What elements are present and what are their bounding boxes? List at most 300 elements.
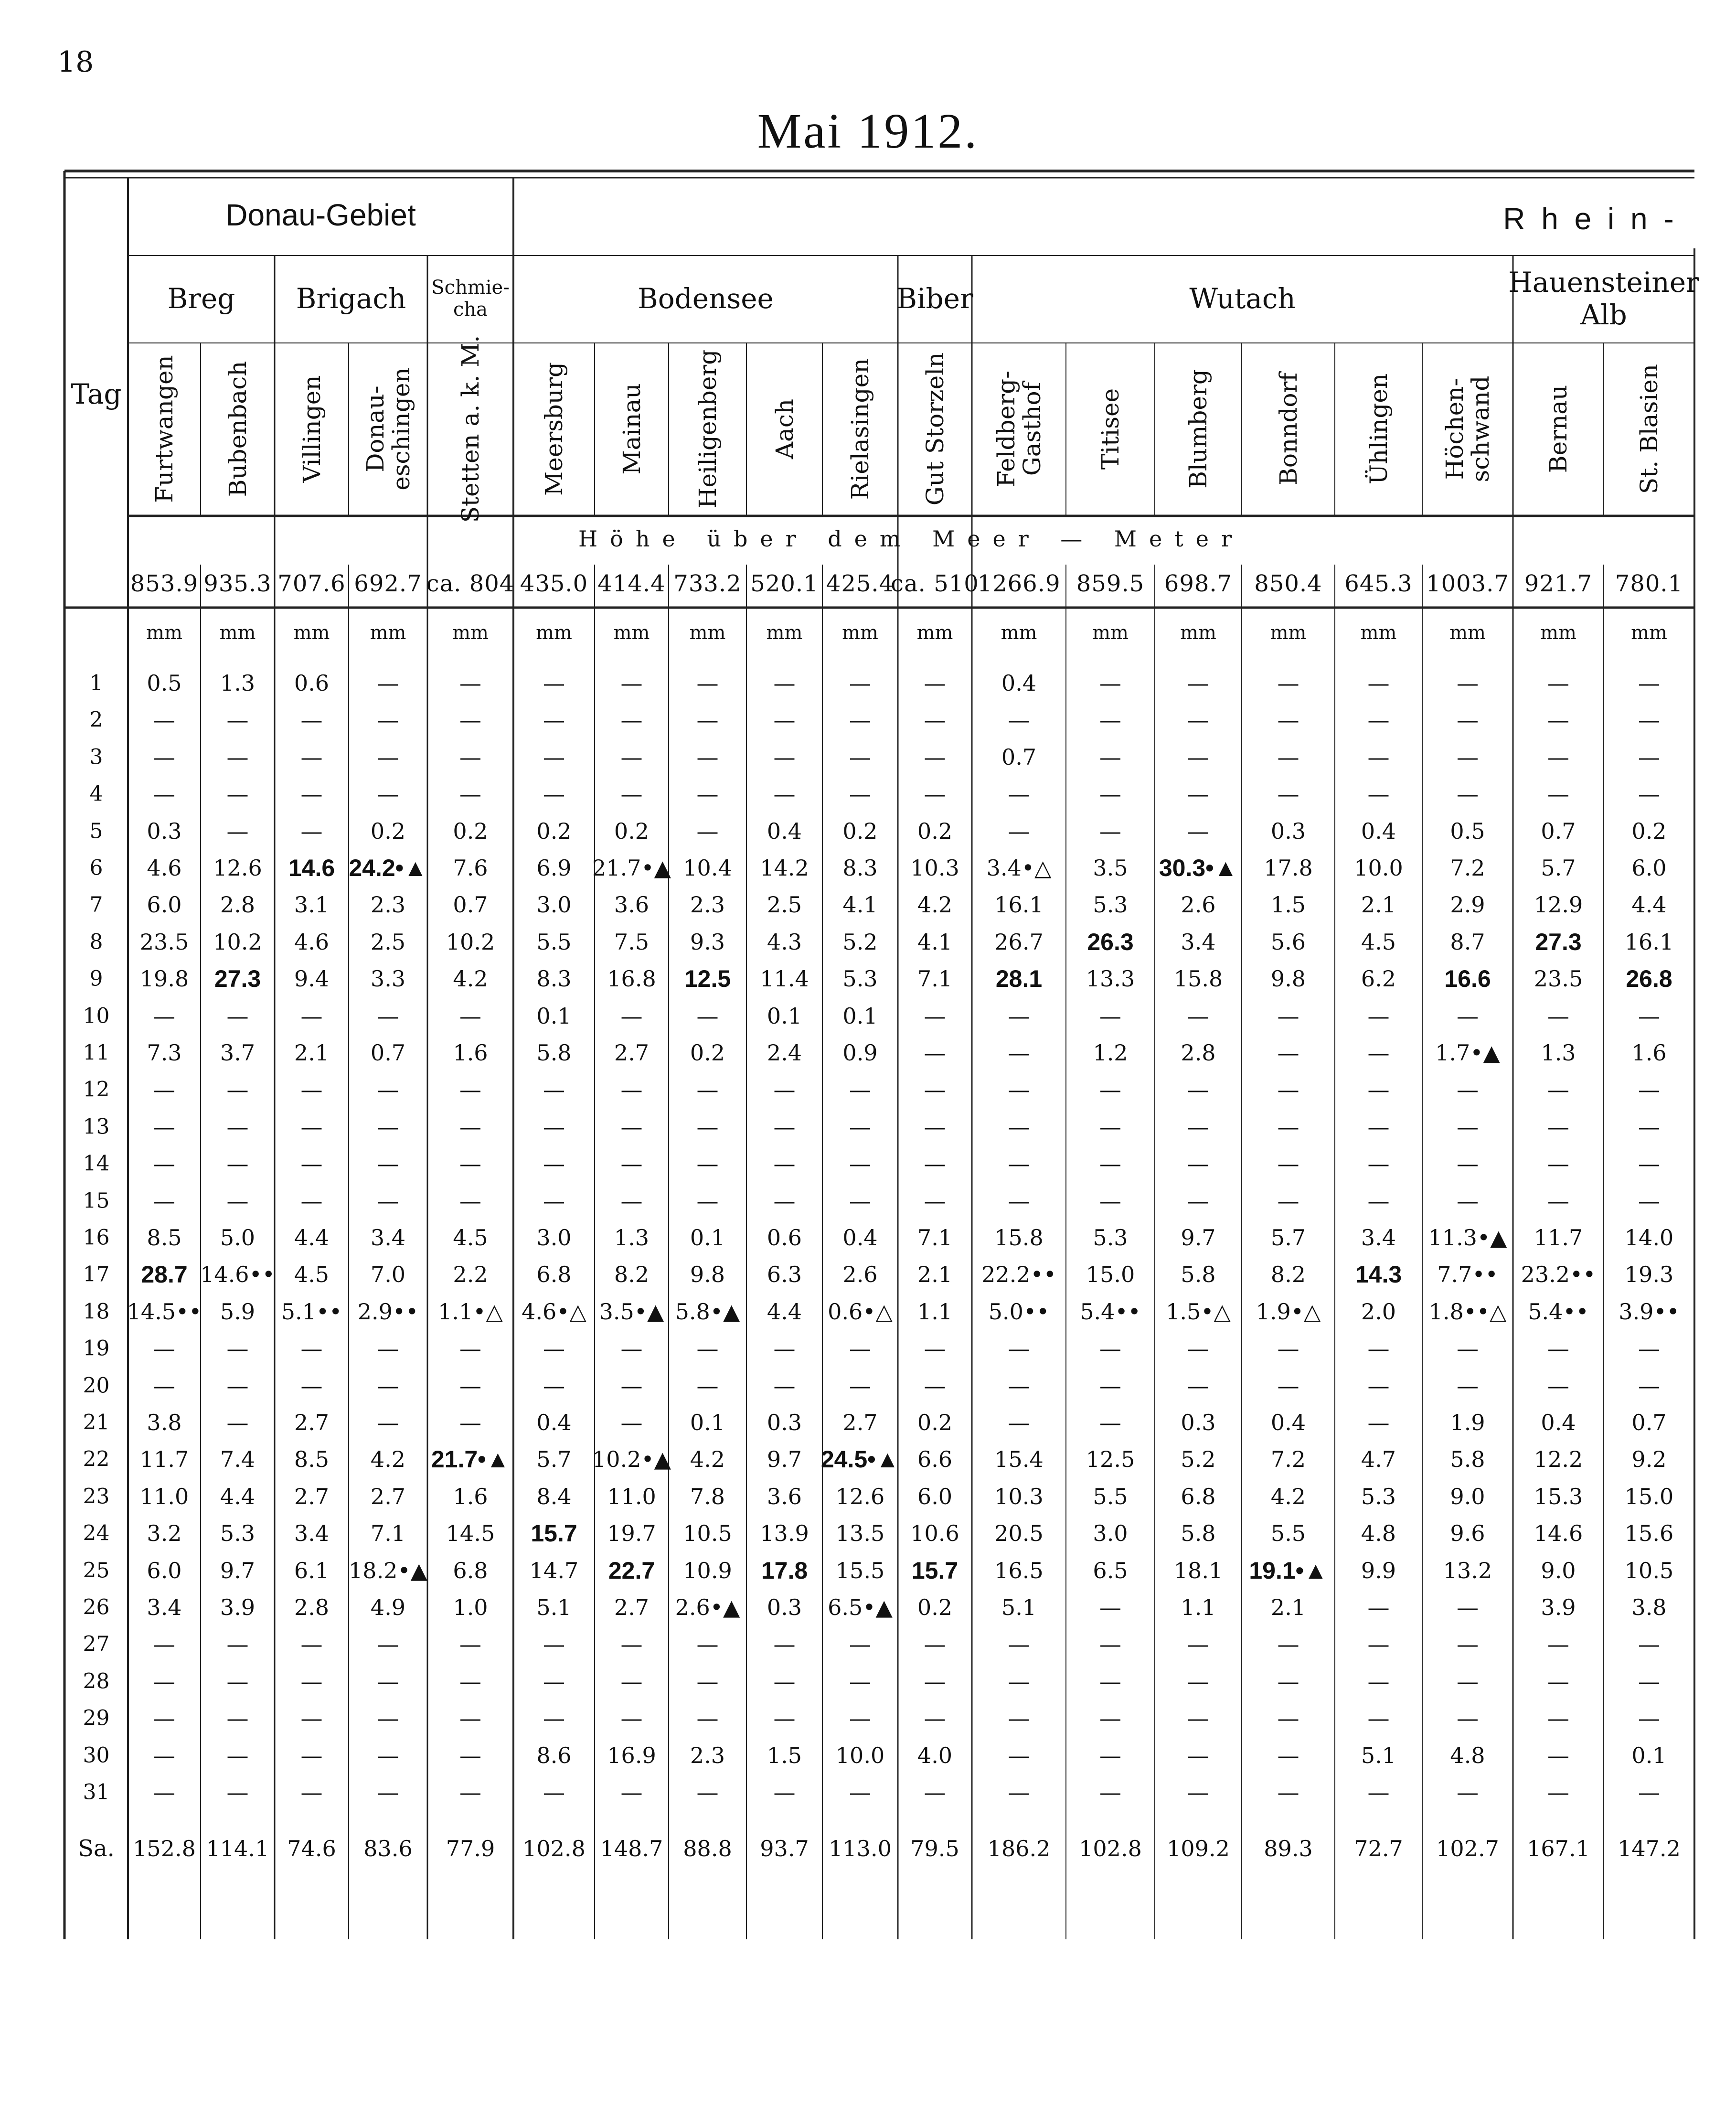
precip-value: 26.3 — [1087, 928, 1134, 955]
precip-value: — — [1187, 1668, 1209, 1694]
precip-value: 28.7 — [141, 1261, 188, 1288]
precip-value: — — [300, 1003, 323, 1029]
precip-value: 8.6 — [536, 1742, 572, 1768]
precip-value: 21.7•▲ — [592, 855, 671, 881]
precip-value: 10.3 — [910, 855, 959, 881]
precip-value: 4.2 — [453, 966, 488, 992]
precip-value: 8.5 — [294, 1446, 330, 1473]
precip-value: — — [153, 1187, 175, 1214]
precip-value: — — [459, 781, 481, 807]
precip-value: 2.8 — [294, 1594, 330, 1620]
precip-value: 14.3 — [1355, 1261, 1402, 1288]
precip-value: 8.3 — [536, 966, 572, 992]
precip-value: — — [153, 1631, 175, 1657]
precip-value: — — [300, 781, 323, 807]
precip-value: — — [1099, 1336, 1121, 1362]
precip-value: 3.0 — [536, 1225, 572, 1251]
precip-value: — — [1277, 1113, 1299, 1140]
station-name: Höchen- schwand — [1441, 375, 1494, 482]
precip-value: 9.9 — [1361, 1557, 1396, 1583]
precip-value: — — [1187, 1113, 1209, 1140]
day-number: 4 — [89, 781, 103, 806]
precip-value: 0.4 — [536, 1410, 572, 1435]
precip-value: 6.9 — [536, 855, 572, 881]
altitude-label: Höhe über dem Meer — Meter — [578, 526, 1244, 552]
precip-value: 3.4•△ — [986, 855, 1052, 881]
precip-value: — — [1367, 1040, 1390, 1066]
precip-value: — — [773, 781, 796, 807]
precip-value: — — [1099, 1372, 1121, 1399]
unit-label: mm — [1092, 622, 1129, 644]
precip-value: 1.3 — [220, 670, 256, 696]
precip-value: — — [1367, 1410, 1390, 1435]
precip-value: — — [1277, 744, 1299, 770]
precip-value: — — [696, 1187, 719, 1214]
precip-value: 2.2 — [453, 1262, 488, 1288]
precip-value: 5.0•• — [988, 1298, 1050, 1325]
precip-value: 4.7 — [1361, 1446, 1396, 1473]
unit-label: mm — [1001, 622, 1037, 644]
precip-value: 6.1 — [294, 1557, 330, 1583]
precip-value: — — [543, 781, 565, 807]
precip-value: 3.4 — [1181, 929, 1216, 955]
day-number: 28 — [83, 1669, 110, 1694]
precip-value: 0.1 — [1631, 1742, 1667, 1768]
precip-value: — — [459, 1779, 481, 1805]
precip-value: 5.3 — [220, 1520, 256, 1547]
precip-value: 4.9 — [370, 1594, 406, 1620]
precip-value: — — [1367, 1594, 1390, 1620]
precip-value: — — [1277, 1742, 1299, 1768]
station-name: Titisee — [1097, 388, 1124, 470]
monthly-sum: 83.6 — [363, 1836, 413, 1861]
precip-value: 15.6 — [1624, 1520, 1674, 1547]
precip-value: — — [377, 1151, 399, 1177]
precip-value: — — [300, 1151, 323, 1177]
precip-value: — — [1099, 1003, 1121, 1029]
precip-value: 1.5•△ — [1166, 1298, 1231, 1325]
precip-value: — — [377, 1187, 399, 1214]
precip-value: — — [696, 744, 719, 770]
precip-value: 4.6 — [147, 855, 182, 881]
precip-value: — — [377, 1779, 399, 1805]
precip-value: — — [459, 1372, 481, 1399]
precip-value: 23.2•• — [1521, 1262, 1596, 1288]
unit-label: mm — [146, 622, 182, 644]
precip-value: — — [300, 1742, 323, 1768]
precip-value: 5.7 — [1541, 855, 1576, 881]
precip-value: 5.8 — [536, 1040, 572, 1066]
precip-value: 1.6 — [453, 1483, 488, 1509]
precip-value: — — [924, 1003, 946, 1029]
unit-label: mm — [370, 622, 406, 644]
precip-value: 0.6 — [294, 670, 330, 696]
precip-value: — — [696, 1705, 719, 1732]
precip-value: — — [1099, 1668, 1121, 1694]
station-altitude: 520.1 — [750, 570, 819, 597]
precip-value: — — [1277, 1372, 1299, 1399]
station-altitude: 692.7 — [354, 570, 422, 597]
precip-value: — — [1547, 1003, 1569, 1029]
station-name: Stetten a. k. M. — [457, 335, 484, 523]
precip-value: — — [696, 1077, 719, 1103]
precip-value: — — [1457, 1779, 1479, 1805]
precip-value: — — [226, 1668, 249, 1694]
precip-value: — — [696, 1372, 719, 1399]
monthly-sum: 88.8 — [683, 1836, 732, 1861]
precip-value: 2.8 — [220, 892, 256, 918]
unit-label: mm — [1360, 622, 1397, 644]
precip-value: — — [377, 781, 399, 807]
day-number: 6 — [89, 855, 103, 880]
precip-value: — — [1008, 1779, 1030, 1805]
precip-value: — — [1277, 707, 1299, 733]
group-header: Biber — [896, 282, 973, 315]
precip-value: 10.2 — [213, 929, 262, 955]
precip-value: 14.5•• — [127, 1298, 202, 1325]
precip-value: — — [1099, 781, 1121, 807]
precip-value: 0.2 — [917, 1410, 953, 1435]
precip-value: 0.5 — [1450, 818, 1485, 844]
precip-value: — — [1277, 1187, 1299, 1214]
monthly-sum: 79.5 — [910, 1836, 959, 1861]
precip-value: 11.3•▲ — [1428, 1225, 1507, 1251]
precip-value: 5.5 — [536, 929, 572, 955]
precip-value: — — [849, 1113, 871, 1140]
station-altitude: 645.3 — [1344, 570, 1413, 597]
precip-value: — — [924, 707, 946, 733]
precip-value: — — [1457, 1336, 1479, 1362]
precip-value: — — [620, 1003, 643, 1029]
precip-value: 1.3 — [614, 1225, 650, 1251]
precip-value: 6.5•▲ — [828, 1594, 893, 1620]
precip-value: — — [543, 1187, 565, 1214]
precip-value: — — [1547, 1705, 1569, 1732]
precip-value: 4.2 — [370, 1446, 406, 1473]
precip-value: — — [377, 744, 399, 770]
precip-value: 13.3 — [1086, 966, 1135, 992]
day-number: 23 — [83, 1484, 110, 1509]
precip-value: 14.6 — [1534, 1520, 1583, 1547]
precip-value: 3.6 — [767, 1483, 802, 1509]
precip-value: 2.7 — [294, 1483, 330, 1509]
precip-value: — — [620, 1631, 643, 1657]
precip-value: 0.3 — [1270, 818, 1306, 844]
precip-value: — — [1638, 1003, 1660, 1029]
precip-value: — — [543, 1372, 565, 1399]
precip-value: — — [1099, 1742, 1121, 1768]
precip-value: — — [1277, 1077, 1299, 1103]
day-number: 19 — [83, 1336, 110, 1361]
precip-value: 4.6 — [294, 929, 330, 955]
precip-value: 15.8 — [994, 1225, 1044, 1251]
precip-value: 4.2 — [1270, 1483, 1306, 1509]
precip-value: 11.7 — [1534, 1225, 1583, 1251]
precip-value: — — [459, 1187, 481, 1214]
precip-value: — — [1187, 818, 1209, 844]
day-number: 29 — [83, 1706, 110, 1731]
precip-value: 20.5 — [994, 1520, 1044, 1547]
precip-value: 0.4 — [767, 818, 802, 844]
precip-value: — — [459, 670, 481, 696]
precip-value: 7.4 — [220, 1446, 256, 1473]
unit-label: mm — [293, 622, 330, 644]
precip-value: — — [226, 1077, 249, 1103]
precip-value: — — [459, 1705, 481, 1732]
precip-value: — — [1008, 818, 1030, 844]
precip-value: 2.5 — [370, 929, 406, 955]
precip-value: — — [849, 1077, 871, 1103]
day-number: 8 — [89, 930, 103, 954]
precip-value: — — [543, 1113, 565, 1140]
precip-value: — — [773, 1372, 796, 1399]
station-altitude: 733.2 — [673, 570, 742, 597]
day-number: 27 — [83, 1632, 110, 1657]
precip-value: 0.7 — [453, 892, 488, 918]
precip-value: — — [1099, 1113, 1121, 1140]
precip-value: — — [1099, 1779, 1121, 1805]
precip-value: — — [924, 1372, 946, 1399]
precip-value: — — [1367, 1705, 1390, 1732]
precip-value: — — [620, 781, 643, 807]
precip-value: 1.5 — [1270, 892, 1306, 918]
precip-value: — — [1367, 1336, 1390, 1362]
precip-value: 5.3 — [1093, 1225, 1128, 1251]
precip-value: 0.3 — [767, 1594, 802, 1620]
precip-value: 9.6 — [1450, 1520, 1485, 1547]
precip-value: 1.9•△ — [1256, 1298, 1321, 1325]
precip-value: — — [1457, 1113, 1479, 1140]
precip-value: 5.1 — [1001, 1594, 1037, 1620]
precip-value: 5.1 — [1361, 1742, 1396, 1768]
precip-value: — — [1457, 781, 1479, 807]
precip-value: — — [1638, 1779, 1660, 1805]
precip-value: 0.3 — [1181, 1410, 1216, 1435]
precip-value: 9.2 — [1631, 1446, 1667, 1473]
donau-gebiet-header: Donau-Gebiet — [225, 198, 416, 232]
station-name: Mainau — [618, 383, 646, 475]
precip-value: 2.1 — [294, 1040, 330, 1066]
precip-value: — — [696, 781, 719, 807]
precip-value: — — [620, 1113, 643, 1140]
precip-value: 4.4 — [767, 1298, 802, 1325]
precip-value: 0.2 — [690, 1040, 725, 1066]
precip-value: — — [1457, 707, 1479, 733]
precip-value: — — [300, 1336, 323, 1362]
group-header: Brigach — [296, 282, 406, 315]
precip-value: 3.7 — [220, 1040, 256, 1066]
precip-value: — — [543, 1336, 565, 1362]
precip-value: 1.5 — [767, 1742, 802, 1768]
precip-value: 8.7 — [1450, 929, 1485, 955]
precip-value: 0.5 — [147, 670, 182, 696]
precip-value: — — [543, 707, 565, 733]
precip-value: 2.6 — [842, 1262, 878, 1288]
precip-value: — — [924, 1187, 946, 1214]
unit-label: mm — [1449, 622, 1486, 644]
day-number: 10 — [83, 1004, 110, 1028]
precip-value: — — [1008, 1003, 1030, 1029]
precip-value: 4.0 — [917, 1742, 953, 1768]
station-name: Villingen — [298, 375, 326, 483]
precip-value: 14.0 — [1624, 1225, 1674, 1251]
precip-value: 3.3 — [370, 966, 406, 992]
precip-value: — — [543, 1631, 565, 1657]
precip-value: — — [1008, 1077, 1030, 1103]
precip-value: 6.0 — [1631, 855, 1667, 881]
precip-value: 0.1 — [842, 1003, 878, 1029]
precip-value: 3.8 — [147, 1410, 182, 1435]
precip-value: — — [924, 1077, 946, 1103]
precip-value: 14.5 — [446, 1520, 495, 1547]
precip-value: 5.6 — [1270, 929, 1306, 955]
precip-value: 0.7 — [370, 1040, 406, 1066]
precip-value: — — [300, 1631, 323, 1657]
precip-value: 0.3 — [147, 818, 182, 844]
unit-label: mm — [1540, 622, 1576, 644]
precip-value: 0.2 — [917, 818, 953, 844]
precip-value: — — [153, 1113, 175, 1140]
precip-value: 1.8••△ — [1428, 1298, 1507, 1325]
precip-value: — — [153, 1668, 175, 1694]
precip-value: 0.2 — [1631, 818, 1667, 844]
precip-value: — — [1367, 1151, 1390, 1177]
precip-value: — — [226, 1151, 249, 1177]
precip-value: 7.6 — [453, 855, 488, 881]
precip-value: 0.2 — [536, 818, 572, 844]
precip-value: — — [1008, 1668, 1030, 1694]
precip-value: 15.3 — [1534, 1483, 1583, 1509]
precip-value: — — [226, 707, 249, 733]
day-number: 7 — [89, 892, 103, 917]
precip-value: — — [226, 1742, 249, 1768]
precip-value: 4.5 — [453, 1225, 488, 1251]
precip-value: — — [1099, 1077, 1121, 1103]
precip-value: 5.4•• — [1080, 1298, 1141, 1325]
station-name: Gut Storzeln — [921, 352, 949, 506]
precip-value: — — [1008, 1742, 1030, 1768]
precip-value: — — [1099, 744, 1121, 770]
precip-value: 15.0 — [1086, 1262, 1135, 1288]
precip-value: 10.2•▲ — [592, 1446, 671, 1473]
precip-value: 10.9 — [683, 1557, 732, 1583]
precip-value: — — [153, 781, 175, 807]
precip-value: — — [153, 1003, 175, 1029]
precip-value: — — [1008, 1187, 1030, 1214]
precip-value: 0.9 — [842, 1040, 878, 1066]
precip-value: 0.1 — [767, 1003, 802, 1029]
precip-value: 2.6•▲ — [675, 1594, 740, 1620]
precip-value: — — [849, 1631, 871, 1657]
precip-value: — — [620, 1705, 643, 1732]
precip-value: — — [153, 707, 175, 733]
precip-value: 3.5•▲ — [599, 1298, 664, 1325]
precip-value: 3.4 — [370, 1225, 406, 1251]
precip-value: 16.9 — [607, 1742, 656, 1768]
precip-value: — — [924, 670, 946, 696]
precip-value: 4.1 — [842, 892, 878, 918]
unit-label: mm — [536, 622, 572, 644]
precip-value: — — [1277, 1705, 1299, 1732]
precip-value: — — [1099, 670, 1121, 696]
precip-value: — — [459, 1631, 481, 1657]
precip-value: — — [1547, 1077, 1569, 1103]
precip-value: 16.1 — [1624, 929, 1674, 955]
day-number: 30 — [83, 1743, 110, 1768]
precip-value: — — [1187, 670, 1209, 696]
station-name: Blumberg — [1184, 369, 1212, 489]
precip-value: — — [1008, 1151, 1030, 1177]
precip-value: 3.0 — [536, 892, 572, 918]
precip-value: — — [1367, 744, 1390, 770]
precip-value: 12.5 — [1086, 1446, 1135, 1473]
precip-value: 4.3 — [767, 929, 802, 955]
precip-value: — — [226, 1187, 249, 1214]
precip-value: — — [1187, 707, 1209, 733]
precip-value: — — [543, 1668, 565, 1694]
precip-value: 18.1 — [1173, 1557, 1223, 1583]
precip-value: 16.5 — [994, 1557, 1044, 1583]
precip-value: — — [1457, 744, 1479, 770]
precip-value: 27.3 — [1535, 928, 1582, 955]
monthly-sum: 147.2 — [1618, 1836, 1681, 1861]
tag-header: Tag — [71, 378, 122, 410]
day-number: 20 — [83, 1373, 110, 1398]
precip-value: — — [1099, 1187, 1121, 1214]
precip-value: 4.2 — [690, 1446, 725, 1473]
precip-value: — — [226, 1410, 249, 1435]
precip-value: 3.0 — [1093, 1520, 1128, 1547]
precip-value: — — [377, 1668, 399, 1694]
precip-value: — — [924, 781, 946, 807]
precip-value: — — [696, 1113, 719, 1140]
precip-value: 4.8 — [1450, 1742, 1485, 1768]
station-name: Donau- eschingen — [361, 367, 415, 491]
precip-value: 7.2 — [1270, 1446, 1306, 1473]
precip-value: 10.5 — [1624, 1557, 1674, 1583]
precip-value: 5.1 — [536, 1594, 572, 1620]
precip-value: 4.2 — [917, 892, 953, 918]
station-name: St. Blasien — [1635, 364, 1663, 494]
precip-value: 2.7 — [370, 1483, 406, 1509]
precip-value: 2.9 — [1450, 892, 1485, 918]
monthly-sum: 93.7 — [760, 1836, 809, 1861]
precip-value: — — [1638, 1372, 1660, 1399]
precip-value: — — [1547, 1113, 1569, 1140]
precip-value: — — [1547, 1631, 1569, 1657]
precip-value: 16.1 — [994, 892, 1044, 918]
precip-value: — — [300, 1077, 323, 1103]
precip-value: — — [459, 707, 481, 733]
precip-value: 19.7 — [607, 1520, 656, 1547]
unit-label: mm — [766, 622, 803, 644]
precip-value: — — [1099, 707, 1121, 733]
precip-value: 30.3•▲ — [1159, 855, 1238, 881]
station-altitude: ca. 804 — [426, 570, 515, 597]
precip-value: — — [1638, 670, 1660, 696]
precip-value: — — [620, 1668, 643, 1694]
precip-value: — — [1008, 1040, 1030, 1066]
precip-value: 1.0 — [453, 1594, 488, 1620]
precip-value: — — [1638, 1705, 1660, 1732]
day-number: 24 — [83, 1521, 110, 1546]
precip-value: 23.5 — [139, 929, 189, 955]
monthly-sum: 72.7 — [1354, 1836, 1403, 1861]
precip-value: — — [1547, 707, 1569, 733]
day-number: 12 — [83, 1077, 110, 1102]
day-number: 15 — [83, 1188, 110, 1213]
precip-value: — — [1099, 1410, 1121, 1435]
